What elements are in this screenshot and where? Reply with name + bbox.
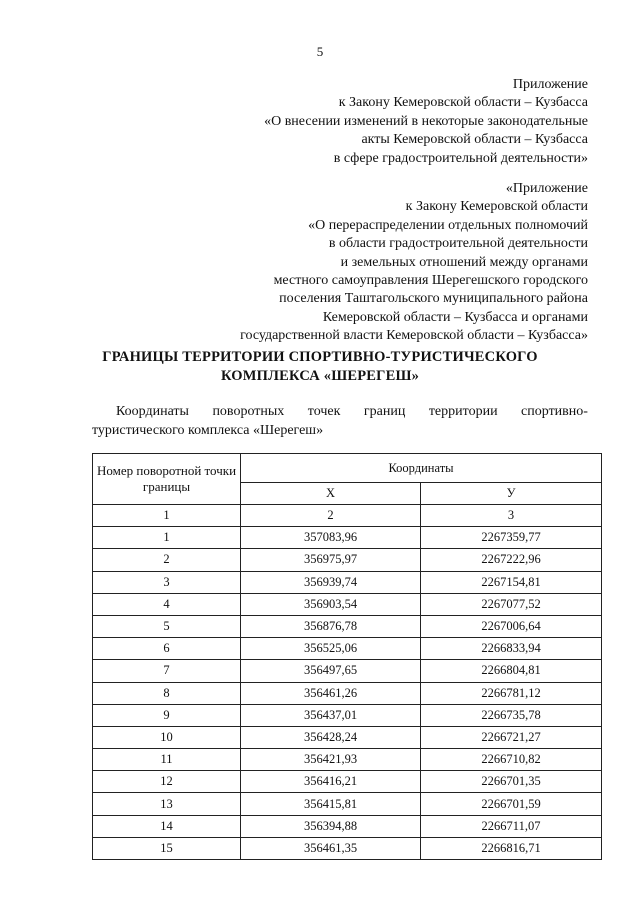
x-coordinate-cell: 356415,81 (241, 793, 421, 815)
intro-paragraph (92, 402, 588, 440)
y-coordinate-cell: 2266721,27 (421, 726, 602, 748)
y-coordinate-cell: 2267359,77 (421, 527, 602, 549)
appendix-current-header (264, 76, 588, 168)
intro-line-1 (92, 402, 588, 421)
appendix-original-header (240, 180, 588, 346)
table-row (93, 837, 602, 859)
header-point-number: Номер поворотной точки границы (93, 454, 241, 505)
table-row (93, 726, 602, 748)
y-coordinate-cell: 2266735,78 (421, 704, 602, 726)
column-number: 3 (421, 505, 602, 527)
header-line: и земельных отношений между органами (340, 254, 588, 270)
point-number-cell: 12 (93, 771, 241, 793)
header-line: к Закону Кемеровской области (405, 199, 588, 215)
header-line: поселения Таштагольского муниципального района (279, 291, 588, 307)
header-line: в области градостроительной деятельности (328, 236, 588, 252)
point-number-cell: 11 (93, 749, 241, 771)
x-coordinate-cell: 356394,88 (241, 815, 421, 837)
x-coordinate-cell: 357083,96 (241, 527, 421, 549)
y-coordinate-cell: 2267222,96 (421, 549, 602, 571)
point-number-cell: 2 (93, 549, 241, 571)
table-row (93, 682, 602, 704)
point-number-cell: 13 (93, 793, 241, 815)
y-coordinate-cell: 2266816,71 (421, 837, 602, 859)
y-coordinate-cell: 2266804,81 (421, 660, 602, 682)
x-coordinate-cell: 356975,97 (241, 549, 421, 571)
table-row (93, 615, 602, 637)
point-number-cell: 14 (93, 815, 241, 837)
table-row (93, 815, 602, 837)
point-number-cell: 3 (93, 571, 241, 593)
point-number-cell: 7 (93, 660, 241, 682)
intro-word: территории (428, 404, 498, 419)
header-line: местного самоуправления Шерегешского городского (273, 273, 588, 289)
intro-line-2: туристического комплекса «Шерегеш» (92, 423, 324, 438)
header-y: У (421, 483, 602, 505)
header-line: «О внесении изменений в некоторые законодательные (264, 113, 588, 129)
title-line-1: ГРАНИЦЫ ТЕРРИТОРИИ СПОРТИВНО-ТУРИСТИЧЕСКОГО (102, 349, 538, 365)
point-number-cell: 1 (93, 527, 241, 549)
header-coordinates: Координаты (241, 454, 602, 483)
point-number-cell: 10 (93, 726, 241, 748)
y-coordinate-cell: 2267154,81 (421, 571, 602, 593)
document-title (0, 348, 640, 386)
column-number: 1 (93, 505, 241, 527)
intro-word: точек (307, 404, 341, 419)
y-coordinate-cell: 2266833,94 (421, 638, 602, 660)
point-number-cell: 6 (93, 638, 241, 660)
header-line: государственной власти Кемеровской области – Кузбасса» (240, 328, 588, 344)
x-coordinate-cell: 356421,93 (241, 749, 421, 771)
header-line: к Закону Кемеровской области – Кузбасса (338, 95, 588, 111)
column-number: 2 (241, 505, 421, 527)
header-line: Приложение (512, 77, 588, 92)
table-row (93, 638, 602, 660)
y-coordinate-cell: 2266701,59 (421, 793, 602, 815)
y-coordinate-cell: 2267077,52 (421, 593, 602, 615)
point-number-cell: 15 (93, 837, 241, 859)
intro-word: спортивно- (521, 404, 588, 419)
table-row (93, 749, 602, 771)
header-line: акты Кемеровской области – Кузбасса (361, 132, 588, 148)
point-number-cell: 8 (93, 682, 241, 704)
point-number-cell: 5 (93, 615, 241, 637)
x-coordinate-cell: 356416,21 (241, 771, 421, 793)
header-line: Кемеровской области – Кузбасса и органами (322, 309, 588, 325)
x-coordinate-cell: 356461,26 (241, 682, 421, 704)
x-coordinate-cell: 356461,35 (241, 837, 421, 859)
x-coordinate-cell: 356497,65 (241, 660, 421, 682)
table-row (93, 660, 602, 682)
intro-word: поворотных (212, 404, 285, 419)
y-coordinate-cell: 2266781,12 (421, 682, 602, 704)
x-coordinate-cell: 356525,06 (241, 638, 421, 660)
table-row (93, 527, 602, 549)
header-line: в сфере градостроительной деятельности» (333, 150, 588, 166)
x-coordinate-cell: 356903,54 (241, 593, 421, 615)
point-number-cell: 4 (93, 593, 241, 615)
title-line-2: КОМПЛЕКСА «ШЕРЕГЕШ» (220, 368, 420, 384)
table-row (93, 549, 602, 571)
coordinates-table (92, 453, 602, 860)
page-number: 5 (316, 44, 324, 59)
y-coordinate-cell: 2266701,35 (421, 771, 602, 793)
column-numbers-row (93, 505, 602, 527)
x-coordinate-cell: 356876,78 (241, 615, 421, 637)
point-number-cell: 9 (93, 704, 241, 726)
y-coordinate-cell: 2266711,07 (421, 815, 602, 837)
y-coordinate-cell: 2266710,82 (421, 749, 602, 771)
x-coordinate-cell: 356428,24 (241, 726, 421, 748)
table-row (93, 771, 602, 793)
x-coordinate-cell: 356437,01 (241, 704, 421, 726)
x-coordinate-cell: 356939,74 (241, 571, 421, 593)
intro-word: Координаты (116, 404, 189, 419)
header-x: Х (241, 483, 421, 505)
table-row (93, 704, 602, 726)
header-line: «О перераспределении отдельных полномочий (308, 217, 588, 233)
table-row (93, 571, 602, 593)
intro-word: границ (363, 404, 406, 419)
header-line: «Приложение (505, 181, 588, 196)
table-row (93, 593, 602, 615)
table-row (93, 793, 602, 815)
y-coordinate-cell: 2267006,64 (421, 615, 602, 637)
